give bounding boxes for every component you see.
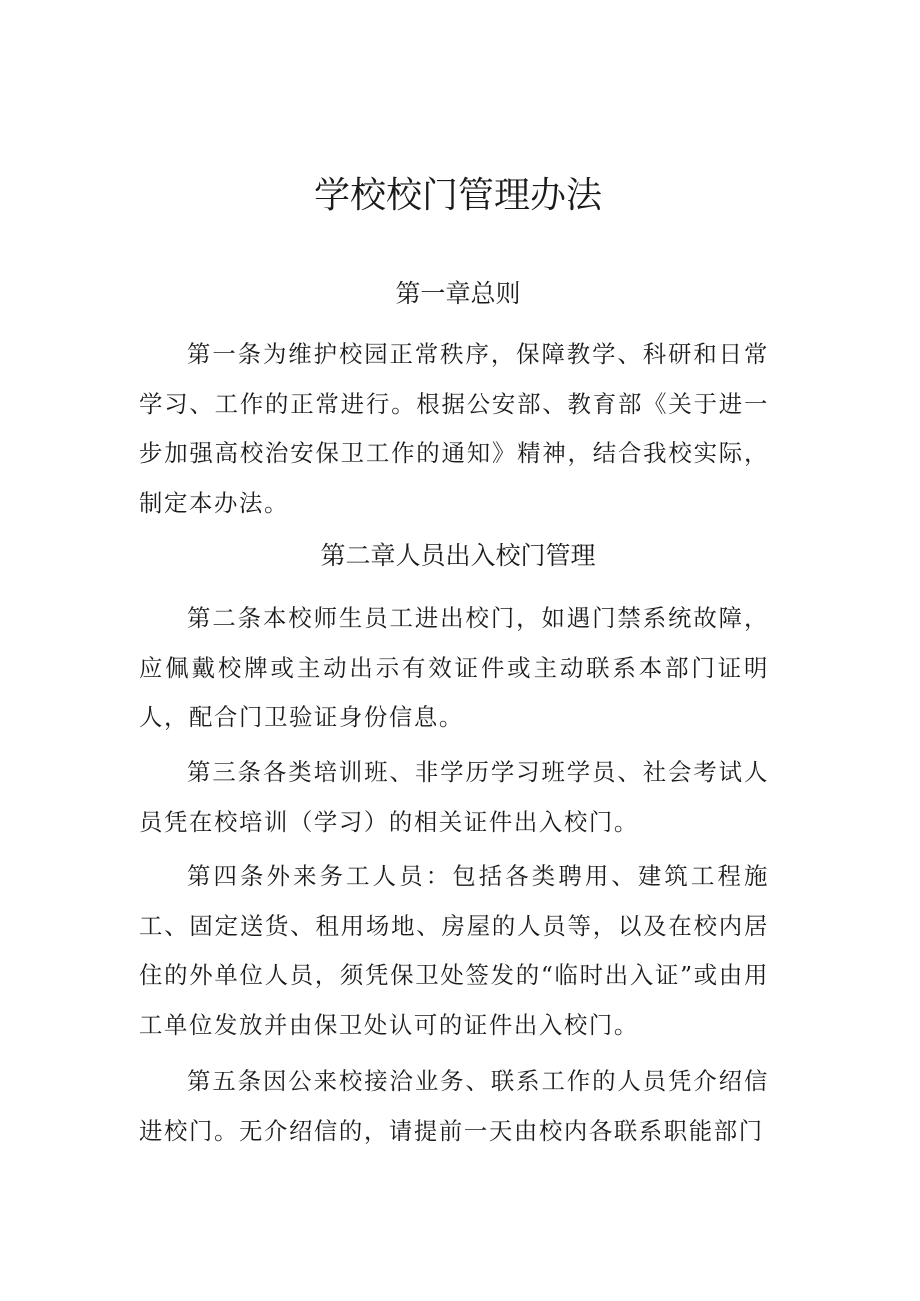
article-1-paragraph: 第一条为维护校园正常秩序，保障教学、科研和日常学习、工作的正常进行。根据公安部、教育部《关于进一步加强高校治安保卫工作的通知》精神，结合我校实际，制定本办法。	[139, 340, 769, 517]
article-2-paragraph: 第二条本校师生员工进出校门，如遇门禁系统故障，应佩戴校牌或主动出示有效证件或主动联系本部门证明人，配合门卫验证身份信息。	[139, 604, 769, 731]
article-4-paragraph: 第四条外来务工人员：包括各类聘用、建筑工程施工、固定送货、租用场地、房屋的人员等，以及在校内居住的外单位人员，须凭保卫处签发的“临时出入证”或由用工单位发放并由保卫处认可的证件出入校门。	[139, 862, 769, 1039]
document-title: 学校校门管理办法	[313, 175, 602, 216]
chapter-heading-personnel-access: 第二章人员出入校门管理	[320, 541, 596, 570]
article-5-paragraph: 第五条因公来校接洽业务、联系工作的人员凭介绍信进校门。无介绍信的，请提前一天由校内各联系职能部门	[139, 1067, 769, 1145]
chapter-heading-general: 第一章总则	[395, 279, 521, 308]
article-3-paragraph: 第三条各类培训班、非学历学习班学员、社会考试人员凭在校培训（学习）的相关证件出入校门。	[139, 758, 769, 836]
